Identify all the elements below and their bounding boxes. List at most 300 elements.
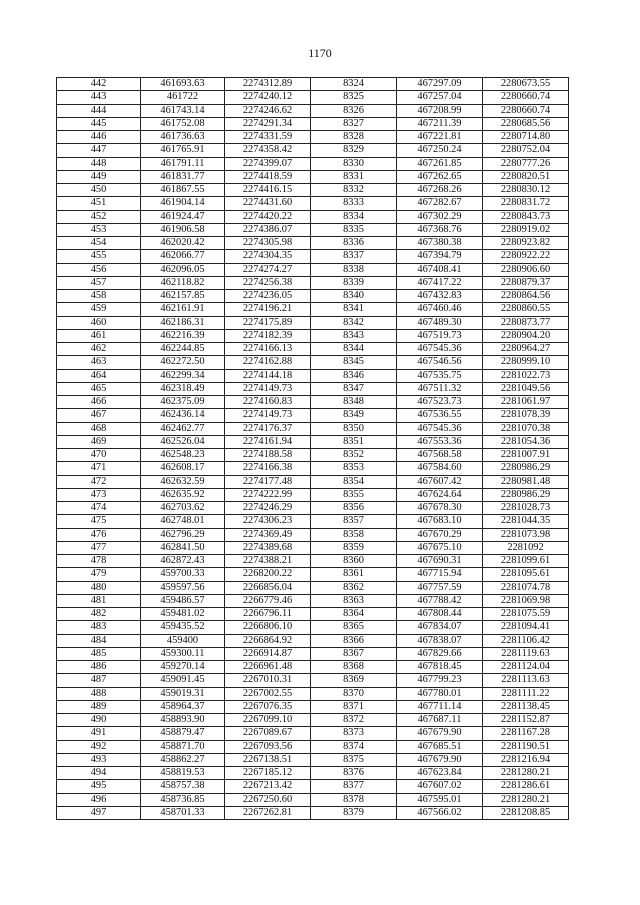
cell-y-coordinate-left: 2274386.07 [225, 223, 311, 236]
cell-y-coordinate-left: 2274388.21 [225, 555, 311, 568]
cell-x-coordinate-right: 467261.85 [397, 157, 483, 170]
cell-point-number-left: 487 [57, 674, 141, 687]
cell-point-number-right: 8375 [311, 753, 397, 766]
cell-point-number-left: 457 [57, 276, 141, 289]
cell-point-number-right: 8365 [311, 621, 397, 634]
cell-y-coordinate-left: 2266914.87 [225, 647, 311, 660]
cell-y-coordinate-left: 2268200.22 [225, 568, 311, 581]
cell-y-coordinate-left: 2267099.10 [225, 714, 311, 727]
cell-x-coordinate-left: 458879.47 [141, 727, 225, 740]
cell-x-coordinate-right: 467690.31 [397, 555, 483, 568]
cell-point-number-right: 8357 [311, 515, 397, 528]
cell-x-coordinate-left: 458862.27 [141, 753, 225, 766]
cell-x-coordinate-left: 458736.85 [141, 793, 225, 806]
table-row [57, 303, 569, 316]
table-row [57, 329, 569, 342]
cell-y-coordinate-right: 2280986.29 [483, 462, 569, 475]
cell-point-number-left: 446 [57, 131, 141, 144]
cell-x-coordinate-right: 467678.30 [397, 502, 483, 515]
cell-y-coordinate-right: 2281280.21 [483, 793, 569, 806]
table-row [57, 661, 569, 674]
cell-point-number-right: 8352 [311, 449, 397, 462]
cell-x-coordinate-right: 467432.83 [397, 290, 483, 303]
cell-y-coordinate-right: 2280986.29 [483, 488, 569, 501]
cell-point-number-left: 455 [57, 250, 141, 263]
table-row [57, 780, 569, 793]
cell-point-number-left: 448 [57, 157, 141, 170]
cell-y-coordinate-right: 2281054.36 [483, 435, 569, 448]
cell-x-coordinate-left: 462462.77 [141, 422, 225, 435]
table-row [57, 541, 569, 554]
cell-point-number-left: 495 [57, 780, 141, 793]
cell-point-number-left: 480 [57, 581, 141, 594]
cell-x-coordinate-right: 467834.07 [397, 621, 483, 634]
cell-x-coordinate-right: 467545.36 [397, 343, 483, 356]
cell-x-coordinate-left: 462703.62 [141, 502, 225, 515]
cell-y-coordinate-left: 2266961.48 [225, 661, 311, 674]
table-row [57, 608, 569, 621]
cell-y-coordinate-right: 2280964.27 [483, 343, 569, 356]
table-row [57, 223, 569, 236]
cell-y-coordinate-right: 2280981.48 [483, 475, 569, 488]
cell-x-coordinate-right: 467553.36 [397, 435, 483, 448]
cell-point-number-right: 8359 [311, 541, 397, 554]
cell-y-coordinate-right: 2280843.73 [483, 210, 569, 223]
cell-point-number-left: 463 [57, 356, 141, 369]
coordinates-table-body [57, 78, 569, 820]
cell-point-number-right: 8363 [311, 594, 397, 607]
cell-point-number-right: 8325 [311, 91, 397, 104]
cell-y-coordinate-left: 2274166.38 [225, 462, 311, 475]
table-row [57, 409, 569, 422]
cell-x-coordinate-left: 459597.56 [141, 581, 225, 594]
table-row [57, 131, 569, 144]
cell-x-coordinate-left: 462872.43 [141, 555, 225, 568]
cell-x-coordinate-left: 461924.47 [141, 210, 225, 223]
cell-point-number-left: 464 [57, 369, 141, 382]
cell-y-coordinate-right: 2281044.35 [483, 515, 569, 528]
table-row [57, 753, 569, 766]
cell-y-coordinate-right: 2281286.61 [483, 780, 569, 793]
table-row [57, 343, 569, 356]
cell-y-coordinate-left: 2274420.22 [225, 210, 311, 223]
cell-y-coordinate-left: 2274358.42 [225, 144, 311, 157]
cell-y-coordinate-left: 2274177.48 [225, 475, 311, 488]
cell-y-coordinate-right: 2281138.45 [483, 700, 569, 713]
cell-y-coordinate-left: 2274160.83 [225, 396, 311, 409]
cell-y-coordinate-left: 2267250.60 [225, 793, 311, 806]
cell-x-coordinate-left: 458964.37 [141, 700, 225, 713]
cell-y-coordinate-left: 2274149.73 [225, 382, 311, 395]
cell-x-coordinate-right: 467624.64 [397, 488, 483, 501]
cell-y-coordinate-right: 2280904.20 [483, 329, 569, 342]
cell-point-number-left: 472 [57, 475, 141, 488]
cell-x-coordinate-right: 467489.30 [397, 316, 483, 329]
cell-point-number-left: 485 [57, 647, 141, 660]
cell-y-coordinate-left: 2266806.10 [225, 621, 311, 634]
cell-y-coordinate-right: 2281095.61 [483, 568, 569, 581]
cell-y-coordinate-right: 2280752.04 [483, 144, 569, 157]
cell-x-coordinate-left: 461736.63 [141, 131, 225, 144]
cell-y-coordinate-left: 2274274.27 [225, 263, 311, 276]
cell-x-coordinate-left: 459700.33 [141, 568, 225, 581]
cell-y-coordinate-right: 2280906.60 [483, 263, 569, 276]
cell-x-coordinate-right: 467595.01 [397, 793, 483, 806]
cell-point-number-right: 8368 [311, 661, 397, 674]
cell-y-coordinate-left: 2267213.42 [225, 780, 311, 793]
cell-y-coordinate-right: 2281022.73 [483, 369, 569, 382]
page-number: 1170 [308, 46, 332, 60]
cell-point-number-left: 496 [57, 793, 141, 806]
cell-y-coordinate-left: 2274161.94 [225, 435, 311, 448]
cell-point-number-right: 8335 [311, 223, 397, 236]
cell-y-coordinate-right: 2281007.91 [483, 449, 569, 462]
cell-x-coordinate-left: 462635.92 [141, 488, 225, 501]
cell-y-coordinate-left: 2274182.39 [225, 329, 311, 342]
cell-point-number-left: 486 [57, 661, 141, 674]
cell-point-number-right: 8349 [311, 409, 397, 422]
cell-point-number-right: 8354 [311, 475, 397, 488]
cell-x-coordinate-right: 467679.90 [397, 753, 483, 766]
cell-point-number-right: 8327 [311, 117, 397, 130]
table-row [57, 104, 569, 117]
cell-point-number-left: 497 [57, 806, 141, 819]
cell-y-coordinate-left: 2274312.89 [225, 78, 311, 91]
table-row [57, 157, 569, 170]
table-row [57, 435, 569, 448]
cell-point-number-right: 8353 [311, 462, 397, 475]
table-row [57, 382, 569, 395]
cell-x-coordinate-right: 467566.02 [397, 806, 483, 819]
table-row [57, 647, 569, 660]
table-row [57, 276, 569, 289]
cell-point-number-left: 462 [57, 343, 141, 356]
cell-y-coordinate-left: 2274175.89 [225, 316, 311, 329]
cell-point-number-left: 465 [57, 382, 141, 395]
cell-x-coordinate-left: 462841.50 [141, 541, 225, 554]
table-row [57, 449, 569, 462]
cell-y-coordinate-right: 2280923.82 [483, 237, 569, 250]
cell-x-coordinate-left: 462299.34 [141, 369, 225, 382]
cell-y-coordinate-left: 2266779.46 [225, 594, 311, 607]
cell-point-number-right: 8336 [311, 237, 397, 250]
cell-x-coordinate-right: 467715.94 [397, 568, 483, 581]
cell-point-number-left: 442 [57, 78, 141, 91]
cell-x-coordinate-right: 467711.14 [397, 700, 483, 713]
cell-x-coordinate-left: 459300.11 [141, 647, 225, 660]
table-row [57, 210, 569, 223]
cell-point-number-right: 8364 [311, 608, 397, 621]
cell-y-coordinate-right: 2280714.80 [483, 131, 569, 144]
cell-x-coordinate-right: 467408.41 [397, 263, 483, 276]
cell-y-coordinate-right: 2281190.51 [483, 740, 569, 753]
cell-x-coordinate-left: 461693.63 [141, 78, 225, 91]
cell-x-coordinate-left: 459481.02 [141, 608, 225, 621]
cell-y-coordinate-right: 2280919.02 [483, 223, 569, 236]
cell-x-coordinate-right: 467262.65 [397, 170, 483, 183]
cell-point-number-left: 466 [57, 396, 141, 409]
cell-point-number-left: 453 [57, 223, 141, 236]
cell-x-coordinate-left: 461791.11 [141, 157, 225, 170]
cell-x-coordinate-right: 467417.22 [397, 276, 483, 289]
cell-x-coordinate-left: 458701.33 [141, 806, 225, 819]
cell-x-coordinate-left: 459435.52 [141, 621, 225, 634]
table-row [57, 528, 569, 541]
table-row [57, 117, 569, 130]
cell-x-coordinate-right: 467297.09 [397, 78, 483, 91]
table-row [57, 740, 569, 753]
cell-x-coordinate-right: 467536.55 [397, 409, 483, 422]
cell-x-coordinate-right: 467257.04 [397, 91, 483, 104]
cell-point-number-right: 8379 [311, 806, 397, 819]
cell-point-number-left: 473 [57, 488, 141, 501]
table-row [57, 700, 569, 713]
cell-y-coordinate-right: 2280830.12 [483, 184, 569, 197]
cell-point-number-left: 478 [57, 555, 141, 568]
cell-y-coordinate-right: 2281280.21 [483, 767, 569, 780]
cell-x-coordinate-right: 467208.99 [397, 104, 483, 117]
cell-x-coordinate-left: 462020.42 [141, 237, 225, 250]
cell-point-number-left: 489 [57, 700, 141, 713]
cell-y-coordinate-right: 2281106.42 [483, 634, 569, 647]
cell-point-number-right: 8367 [311, 647, 397, 660]
cell-y-coordinate-left: 2274166.13 [225, 343, 311, 356]
cell-x-coordinate-right: 467623.84 [397, 767, 483, 780]
cell-point-number-right: 8347 [311, 382, 397, 395]
cell-x-coordinate-right: 467302.29 [397, 210, 483, 223]
cell-x-coordinate-left: 459270.14 [141, 661, 225, 674]
cell-point-number-right: 8348 [311, 396, 397, 409]
cell-y-coordinate-right: 2281099.61 [483, 555, 569, 568]
cell-y-coordinate-right: 2280673.55 [483, 78, 569, 91]
cell-point-number-right: 8358 [311, 528, 397, 541]
cell-x-coordinate-left: 461722 [141, 91, 225, 104]
cell-y-coordinate-right: 2281028.73 [483, 502, 569, 515]
cell-y-coordinate-right: 2281094.41 [483, 621, 569, 634]
cell-x-coordinate-left: 461906.58 [141, 223, 225, 236]
cell-x-coordinate-left: 462796.29 [141, 528, 225, 541]
cell-point-number-left: 452 [57, 210, 141, 223]
cell-x-coordinate-left: 462436.14 [141, 409, 225, 422]
cell-y-coordinate-right: 2281078.39 [483, 409, 569, 422]
cell-y-coordinate-right: 2281167.28 [483, 727, 569, 740]
cell-point-number-left: 494 [57, 767, 141, 780]
cell-point-number-right: 8324 [311, 78, 397, 91]
table-row [57, 555, 569, 568]
cell-x-coordinate-left: 462608.17 [141, 462, 225, 475]
cell-point-number-left: 451 [57, 197, 141, 210]
cell-x-coordinate-left: 462216.39 [141, 329, 225, 342]
cell-x-coordinate-right: 467829.66 [397, 647, 483, 660]
cell-point-number-left: 456 [57, 263, 141, 276]
cell-point-number-left: 476 [57, 528, 141, 541]
cell-point-number-left: 492 [57, 740, 141, 753]
cell-x-coordinate-left: 462118.82 [141, 276, 225, 289]
cell-x-coordinate-right: 467511.32 [397, 382, 483, 395]
cell-point-number-left: 468 [57, 422, 141, 435]
table-row [57, 674, 569, 687]
table-row [57, 594, 569, 607]
table-row [57, 144, 569, 157]
cell-x-coordinate-left: 462161.91 [141, 303, 225, 316]
cell-point-number-left: 471 [57, 462, 141, 475]
cell-y-coordinate-right: 2280660.74 [483, 104, 569, 117]
cell-x-coordinate-right: 467250.24 [397, 144, 483, 157]
cell-point-number-right: 8326 [311, 104, 397, 117]
cell-x-coordinate-left: 458757.38 [141, 780, 225, 793]
cell-y-coordinate-left: 2274246.29 [225, 502, 311, 515]
cell-y-coordinate-left: 2274149.73 [225, 409, 311, 422]
table-row [57, 170, 569, 183]
table-row [57, 806, 569, 819]
cell-y-coordinate-right: 2281111.22 [483, 687, 569, 700]
table-row [57, 793, 569, 806]
cell-point-number-right: 8351 [311, 435, 397, 448]
cell-point-number-right: 8340 [311, 290, 397, 303]
cell-x-coordinate-right: 467380.38 [397, 237, 483, 250]
cell-y-coordinate-right: 2281073.98 [483, 528, 569, 541]
table-row [57, 356, 569, 369]
cell-x-coordinate-left: 461743.14 [141, 104, 225, 117]
cell-x-coordinate-left: 462244.85 [141, 343, 225, 356]
cell-x-coordinate-right: 467607.42 [397, 475, 483, 488]
cell-y-coordinate-left: 2274306.23 [225, 515, 311, 528]
cell-y-coordinate-left: 2266864.92 [225, 634, 311, 647]
cell-y-coordinate-right: 2280864.56 [483, 290, 569, 303]
cell-x-coordinate-left: 461752.08 [141, 117, 225, 130]
table-row [57, 687, 569, 700]
cell-y-coordinate-right: 2280860.55 [483, 303, 569, 316]
cell-y-coordinate-right: 2281061.97 [483, 396, 569, 409]
cell-point-number-right: 8332 [311, 184, 397, 197]
table-row [57, 422, 569, 435]
cell-y-coordinate-right: 2281216.94 [483, 753, 569, 766]
cell-point-number-left: 481 [57, 594, 141, 607]
table-row [57, 621, 569, 634]
cell-y-coordinate-left: 2267185.12 [225, 767, 311, 780]
cell-point-number-right: 8344 [311, 343, 397, 356]
cell-point-number-right: 8360 [311, 555, 397, 568]
cell-point-number-left: 461 [57, 329, 141, 342]
table-row [57, 475, 569, 488]
cell-y-coordinate-left: 2274176.37 [225, 422, 311, 435]
cell-x-coordinate-right: 467368.76 [397, 223, 483, 236]
cell-x-coordinate-right: 467818.45 [397, 661, 483, 674]
table-row [57, 184, 569, 197]
cell-y-coordinate-left: 2274236.05 [225, 290, 311, 303]
cell-point-number-right: 8334 [311, 210, 397, 223]
cell-point-number-right: 8345 [311, 356, 397, 369]
cell-y-coordinate-left: 2267076.35 [225, 700, 311, 713]
cell-point-number-right: 8355 [311, 488, 397, 501]
table-row [57, 396, 569, 409]
cell-y-coordinate-left: 2274188.58 [225, 449, 311, 462]
cell-y-coordinate-right: 2281119.63 [483, 647, 569, 660]
cell-y-coordinate-left: 2267002.55 [225, 687, 311, 700]
cell-point-number-left: 479 [57, 568, 141, 581]
cell-y-coordinate-left: 2274196.21 [225, 303, 311, 316]
cell-x-coordinate-right: 467788.42 [397, 594, 483, 607]
cell-y-coordinate-left: 2274162.88 [225, 356, 311, 369]
cell-point-number-left: 458 [57, 290, 141, 303]
table-row [57, 515, 569, 528]
cell-point-number-right: 8378 [311, 793, 397, 806]
cell-point-number-right: 8361 [311, 568, 397, 581]
cell-x-coordinate-right: 467519.73 [397, 329, 483, 342]
cell-point-number-right: 8370 [311, 687, 397, 700]
cell-point-number-left: 443 [57, 91, 141, 104]
cell-x-coordinate-right: 467675.10 [397, 541, 483, 554]
cell-x-coordinate-right: 467607.02 [397, 780, 483, 793]
cell-point-number-left: 444 [57, 104, 141, 117]
table-row [57, 237, 569, 250]
table-row [57, 290, 569, 303]
cell-x-coordinate-left: 462548.23 [141, 449, 225, 462]
cell-y-coordinate-right: 2280999.10 [483, 356, 569, 369]
cell-y-coordinate-right: 2281113.63 [483, 674, 569, 687]
cell-x-coordinate-right: 467268.26 [397, 184, 483, 197]
cell-y-coordinate-right: 2281074.78 [483, 581, 569, 594]
cell-point-number-right: 8369 [311, 674, 397, 687]
cell-y-coordinate-left: 2267262.81 [225, 806, 311, 819]
cell-x-coordinate-left: 458819.53 [141, 767, 225, 780]
cell-y-coordinate-left: 2274256.38 [225, 276, 311, 289]
cell-x-coordinate-left: 459486.57 [141, 594, 225, 607]
table-row [57, 581, 569, 594]
cell-y-coordinate-right: 2280777.26 [483, 157, 569, 170]
cell-point-number-right: 8342 [311, 316, 397, 329]
cell-point-number-left: 467 [57, 409, 141, 422]
cell-y-coordinate-left: 2274331.59 [225, 131, 311, 144]
cell-x-coordinate-left: 462632.59 [141, 475, 225, 488]
cell-point-number-right: 8372 [311, 714, 397, 727]
cell-point-number-right: 8333 [311, 197, 397, 210]
cell-point-number-right: 8343 [311, 329, 397, 342]
cell-point-number-left: 450 [57, 184, 141, 197]
cell-x-coordinate-right: 467799.23 [397, 674, 483, 687]
cell-y-coordinate-right: 2280922.22 [483, 250, 569, 263]
cell-y-coordinate-left: 2274144.18 [225, 369, 311, 382]
cell-point-number-right: 8366 [311, 634, 397, 647]
cell-point-number-left: 445 [57, 117, 141, 130]
cell-x-coordinate-right: 467211.39 [397, 117, 483, 130]
cell-point-number-right: 8339 [311, 276, 397, 289]
cell-x-coordinate-left: 461904.14 [141, 197, 225, 210]
cell-y-coordinate-left: 2266796.11 [225, 608, 311, 621]
cell-x-coordinate-left: 462066.77 [141, 250, 225, 263]
cell-point-number-right: 8376 [311, 767, 397, 780]
cell-x-coordinate-right: 467838.07 [397, 634, 483, 647]
cell-y-coordinate-left: 2274240.12 [225, 91, 311, 104]
cell-x-coordinate-right: 467221.81 [397, 131, 483, 144]
cell-x-coordinate-right: 467757.59 [397, 581, 483, 594]
cell-x-coordinate-right: 467282.67 [397, 197, 483, 210]
cell-x-coordinate-right: 467535.75 [397, 369, 483, 382]
table-row [57, 91, 569, 104]
cell-x-coordinate-left: 461765.91 [141, 144, 225, 157]
table-row [57, 462, 569, 475]
cell-y-coordinate-right: 2280660.74 [483, 91, 569, 104]
cell-point-number-right: 8371 [311, 700, 397, 713]
cell-y-coordinate-left: 2274389.68 [225, 541, 311, 554]
table-row [57, 369, 569, 382]
table-row [57, 263, 569, 276]
cell-y-coordinate-left: 2274246.62 [225, 104, 311, 117]
cell-y-coordinate-right: 2281075.59 [483, 608, 569, 621]
cell-x-coordinate-left: 461831.77 [141, 170, 225, 183]
cell-point-number-right: 8329 [311, 144, 397, 157]
cell-point-number-left: 469 [57, 435, 141, 448]
